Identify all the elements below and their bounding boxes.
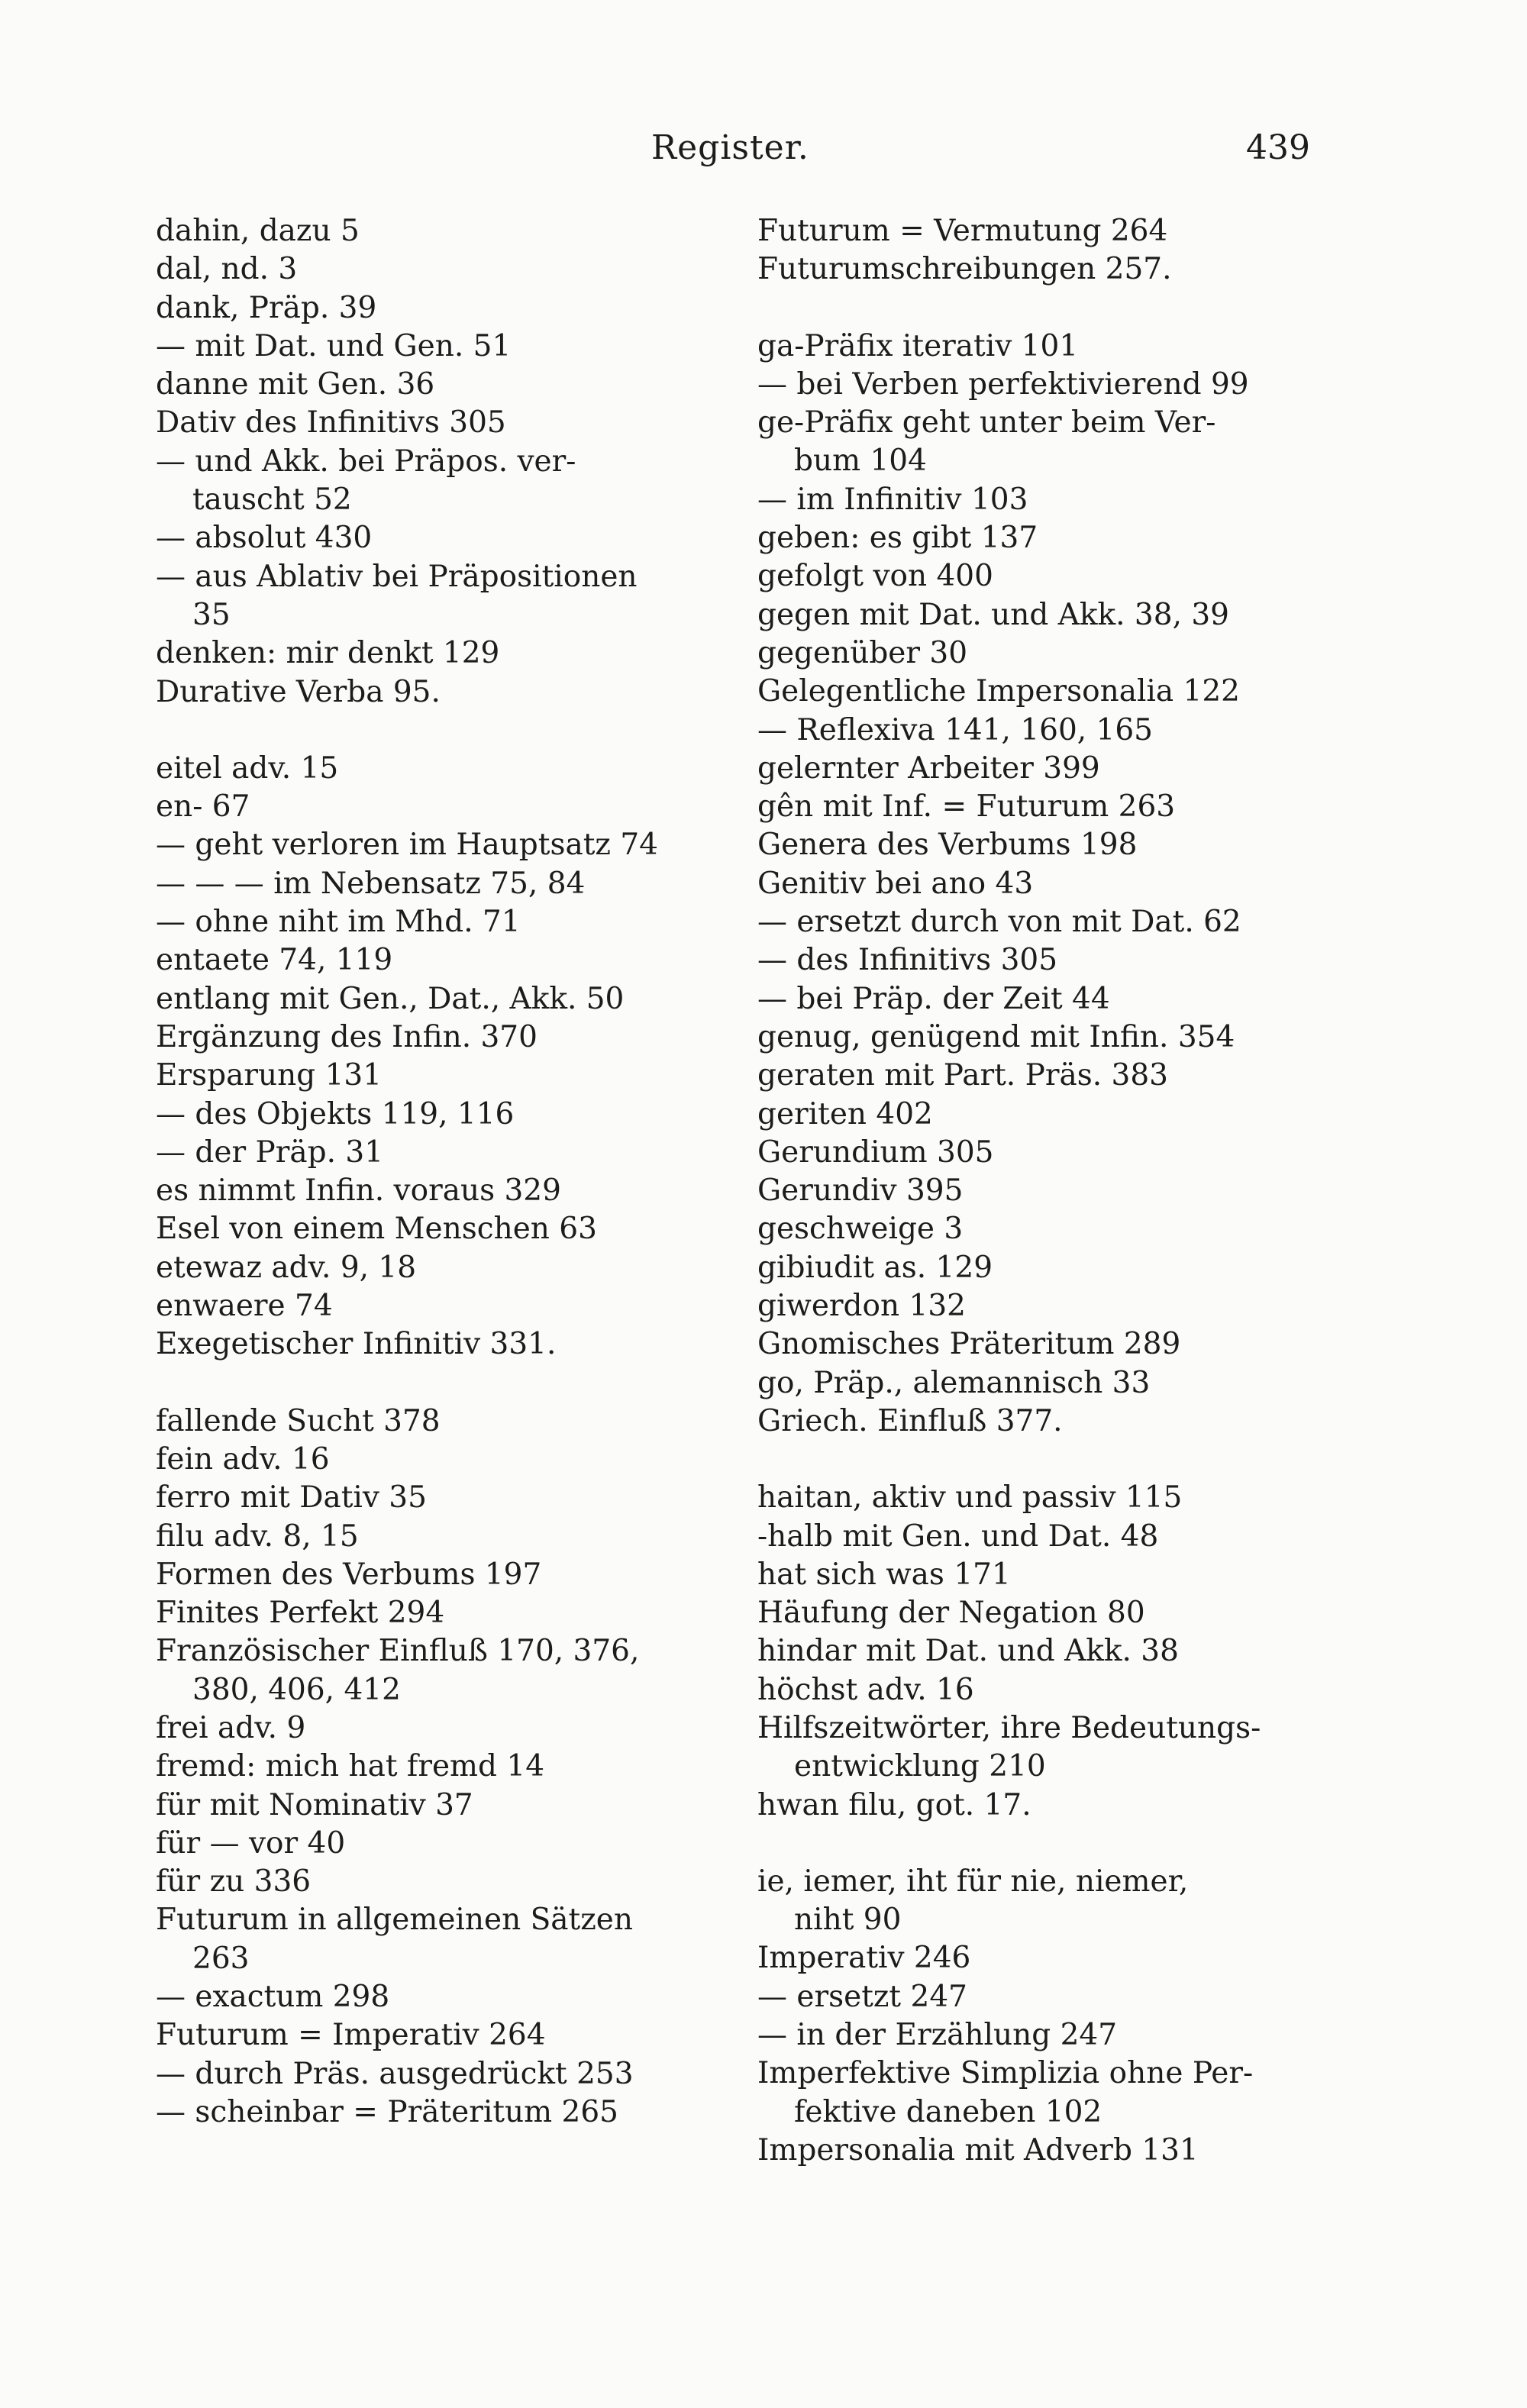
index-entry: Gerundium 305 [757,1135,994,1170]
index-entry: — bei Verben perfektivierend 99 [757,366,1249,402]
index-entry: eitel adv. 15 [156,750,339,786]
index-entry: hat sich was 171 [757,1557,1011,1592]
section-gap [757,289,1338,328]
index-entry: Ergänzung des Infin. 370 [156,1019,538,1054]
index-entry: — scheinbar = Präteritum 265 [156,2094,618,2129]
index-entry: — ersetzt durch von mit Dat. 62 [757,905,1241,940]
left-column [156,212,736,2132]
index-entry: bum 104 [794,444,927,479]
index-entry: ie, iemer, iht für nie, niemer, [757,1864,1189,1899]
section-gap [757,1825,1338,1863]
index-entry: Exegetischer Infinitiv 331. [156,1327,557,1362]
index-entry: für zu 336 [156,1864,312,1900]
index-entry: Durative Verba 95. [156,674,441,709]
index-entry: niht 90 [794,1903,902,1938]
page-number: 439 [1246,128,1310,167]
index-entry: — exactum 298 [156,1980,390,2015]
index-entry: 380, 406, 412 [192,1672,401,1707]
index-entry: 35 [192,597,231,632]
index-entry: Futurum in allgemeinen Sätzen [156,1903,633,1938]
index-entry: geschweige 3 [757,1212,964,1247]
index-entry: ge-Präfix geht unter beim Ver- [757,405,1216,441]
index-entry: Imperfektive Simplizia ohne Per- [757,2056,1254,2091]
index-entry: 263 [192,1941,250,1976]
index-entry: — und Akk. bei Präpos. ver- [156,444,576,479]
section-gap [156,1364,736,1403]
index-entry: dank, Präp. 39 [156,290,377,325]
index-entry: fektive daneben 102 [794,2094,1102,2129]
index-entry: entlang mit Gen., Dat., Akk. 50 [156,981,625,1016]
section-gap [757,1441,1338,1479]
right-column [757,212,1338,2170]
index-entry: entwicklung 210 [794,1749,1046,1784]
index-entry: ferro mit Dativ 35 [156,1480,427,1515]
index-entry: — aus Ablativ bei Präpositionen [156,559,638,594]
index-entry: Gnomisches Präteritum 289 [757,1327,1181,1362]
index-entry: filu adv. 8, 15 [156,1519,359,1554]
index-entry: — ohne niht im Mhd. 71 [156,905,521,940]
index-entry: ga-Präfix iterativ 101 [757,328,1079,363]
index-entry: — — — im Nebensatz 75, 84 [156,866,586,901]
index-entry: Gelegentliche Impersonalia 122 [757,674,1240,709]
index-entry: — in der Erzählung 247 [757,2018,1118,2053]
index-entry: Häufung der Negation 80 [757,1596,1145,1631]
index-entry: -halb mit Gen. und Dat. 48 [757,1519,1159,1554]
index-entry: Französischer Einfluß 170, 376, [156,1634,640,1669]
index-entry: gegen mit Dat. und Akk. 38, 39 [757,597,1229,632]
index-entry: gibiudit as. 129 [757,1250,993,1285]
index-entry: Formen des Verbums 197 [156,1557,542,1592]
index-entry: Esel von einem Menschen 63 [156,1212,597,1247]
index-entry: Futurum = Imperativ 264 [156,2018,546,2053]
index-entry: haitan, aktiv und passiv 115 [757,1480,1183,1515]
index-entry: Futurumschreibungen 257. [757,252,1172,287]
index-entry: Genitiv bei ano 43 [757,866,1034,901]
index-entry: für mit Nominativ 37 [156,1787,473,1822]
index-entry: dahin, dazu 5 [156,214,360,248]
index-entry: gefolgt von 400 [757,559,993,594]
index-entry: — mit Dat. und Gen. 51 [156,328,512,363]
index-entry: Dativ des Infinitivs 305 [156,405,506,441]
index-entry: enwaere 74 [156,1289,333,1324]
index-entry: genug, genügend mit Infin. 354 [757,1019,1235,1054]
index-entry: Impersonalia mit Adverb 131 [757,2132,1199,2168]
index-entry: etewaz adv. 9, 18 [156,1250,417,1285]
index-entry: — ersetzt 247 [757,1979,967,2014]
index-entry: geriten 402 [757,1096,933,1131]
index-entry: — absolut 430 [156,521,373,556]
index-entry: geraten mit Part. Präs. 383 [757,1058,1168,1093]
index-entry: fremd: mich hat fremd 14 [156,1749,545,1784]
index-entry: gegenüber 30 [757,635,968,670]
index-entry: hindar mit Dat. und Akk. 38 [757,1634,1179,1669]
index-entry: tauscht 52 [192,483,352,518]
index-entry: go, Präp., alemannisch 33 [757,1365,1151,1400]
page-title: Register. [651,128,809,167]
index-entry: Gerundiv 395 [757,1173,964,1209]
index-entry: Finites Perfekt 294 [156,1596,445,1631]
index-entry: hwan filu, got. 17. [757,1787,1031,1822]
section-gap [156,712,736,750]
index-entry: fein adv. 16 [156,1441,330,1477]
index-entry: es nimmt Infin. voraus 329 [156,1173,561,1209]
index-entry: — des Objekts 119, 116 [156,1096,515,1131]
index-entry: — im Infinitiv 103 [757,482,1028,517]
page-header [0,128,1527,174]
index-entry: Imperativ 246 [757,1941,971,1976]
index-entry: — Reflexiva 141, 160, 165 [757,712,1153,747]
index-entry: — geht verloren im Hauptsatz 74 [156,828,658,863]
index-entry: danne mit Gen. 36 [156,367,435,402]
index-entry: Hilfszeitwörter, ihre Bedeutungs- [757,1710,1261,1745]
index-entry: gên mit Inf. = Futurum 263 [757,789,1176,825]
index-entry: für — vor 40 [156,1825,346,1861]
index-entry: gelernter Arbeiter 399 [757,750,1100,786]
index-entry: dal, nd. 3 [156,252,298,287]
index-entry: giwerdon 132 [757,1289,966,1324]
index-entry: — bei Präp. der Zeit 44 [757,981,1110,1016]
index-entry: Genera des Verbums 198 [757,828,1138,863]
index-entry: Futurum = Vermutung 264 [757,214,1168,248]
index-entry: geben: es gibt 137 [757,521,1038,556]
index-entry: — des Infinitivs 305 [757,943,1058,978]
index-entry: fallende Sucht 378 [156,1403,441,1438]
index-entry: denken: mir denkt 129 [156,636,500,671]
index-entry: en- 67 [156,789,250,825]
index-entry: höchst adv. 16 [757,1672,974,1707]
index-entry: — der Präp. 31 [156,1135,384,1170]
index-entry: Griech. Einfluß 377. [757,1403,1063,1438]
index-entry: Ersparung 131 [156,1058,383,1093]
index-entry: frei adv. 9 [156,1710,306,1745]
index-entry: entaete 74, 119 [156,943,393,978]
index-entry: — durch Präs. ausgedrückt 253 [156,2056,634,2091]
